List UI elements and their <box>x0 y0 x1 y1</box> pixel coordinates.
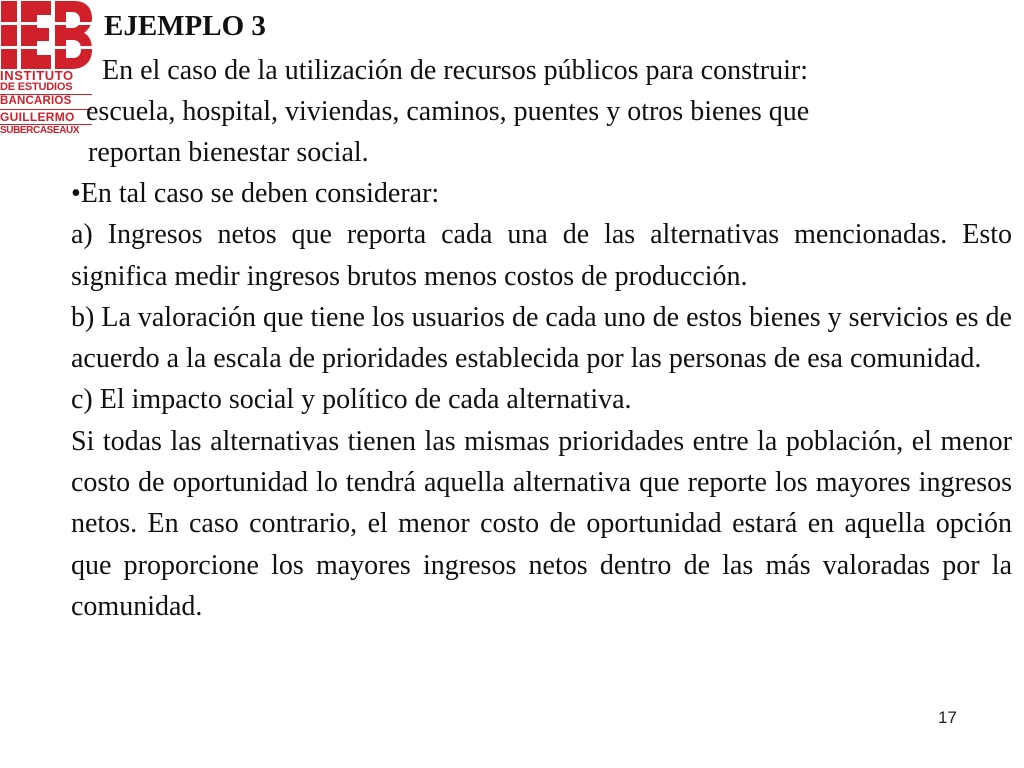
logo-line-instituto: INSTITUTO <box>0 68 74 83</box>
item-a: a) Ingresos netos que reporta cada una de las alternativas mencionadas. Esto significa medir ingresos brutos menos costos de producción. <box>71 219 1012 292</box>
intro-line: reportan bienestar social. <box>88 137 369 168</box>
page-number: 17 <box>938 708 957 727</box>
item-c: c) El impacto social y político de cada alternativa. <box>71 384 632 416</box>
bullet-considerations: •En tal caso se deben considerar: <box>71 178 440 209</box>
intro-line: En el caso de la utilización de recursos públicos para construir: <box>102 55 808 86</box>
slide-title: EJEMPLO 3 <box>104 10 266 42</box>
intro-line: escuela, hospital, viviendas, caminos, puentes y otros bienes que <box>86 96 810 127</box>
logo-line-de-estudios: DE ESTUDIOS <box>0 81 73 93</box>
intro-paragraph <box>86 50 1006 173</box>
ieb-monogram-icon <box>0 0 92 70</box>
slide-body <box>71 173 1012 627</box>
logo-text <box>0 69 92 136</box>
institute-logo <box>0 0 92 150</box>
item-b: b) La valoración que tiene los usuarios de cada uno de estos bienes y servicios es de acuerdo a la escala de prioridades establecida por las personas de esa comunidad. <box>71 301 1012 375</box>
logo-line-subercaseaux: SUBERCASEAUX <box>0 124 80 136</box>
logo-line-guillermo: GUILLERMO <box>0 109 75 124</box>
conclusion-paragraph: Si todas las alternativas tienen las mismas prioridades entre la población, el menor costo de oportunidad lo tendrá aquella alternativa que reporte los mayores ingresos netos. En caso contrario, el menor costo de oportunidad estará en aquella opción que proporcione los mayores ingresos netos dentro de las más valoradas por la comunidad. <box>71 425 1012 622</box>
logo-line-bancarios: BANCARIOS <box>0 95 72 107</box>
